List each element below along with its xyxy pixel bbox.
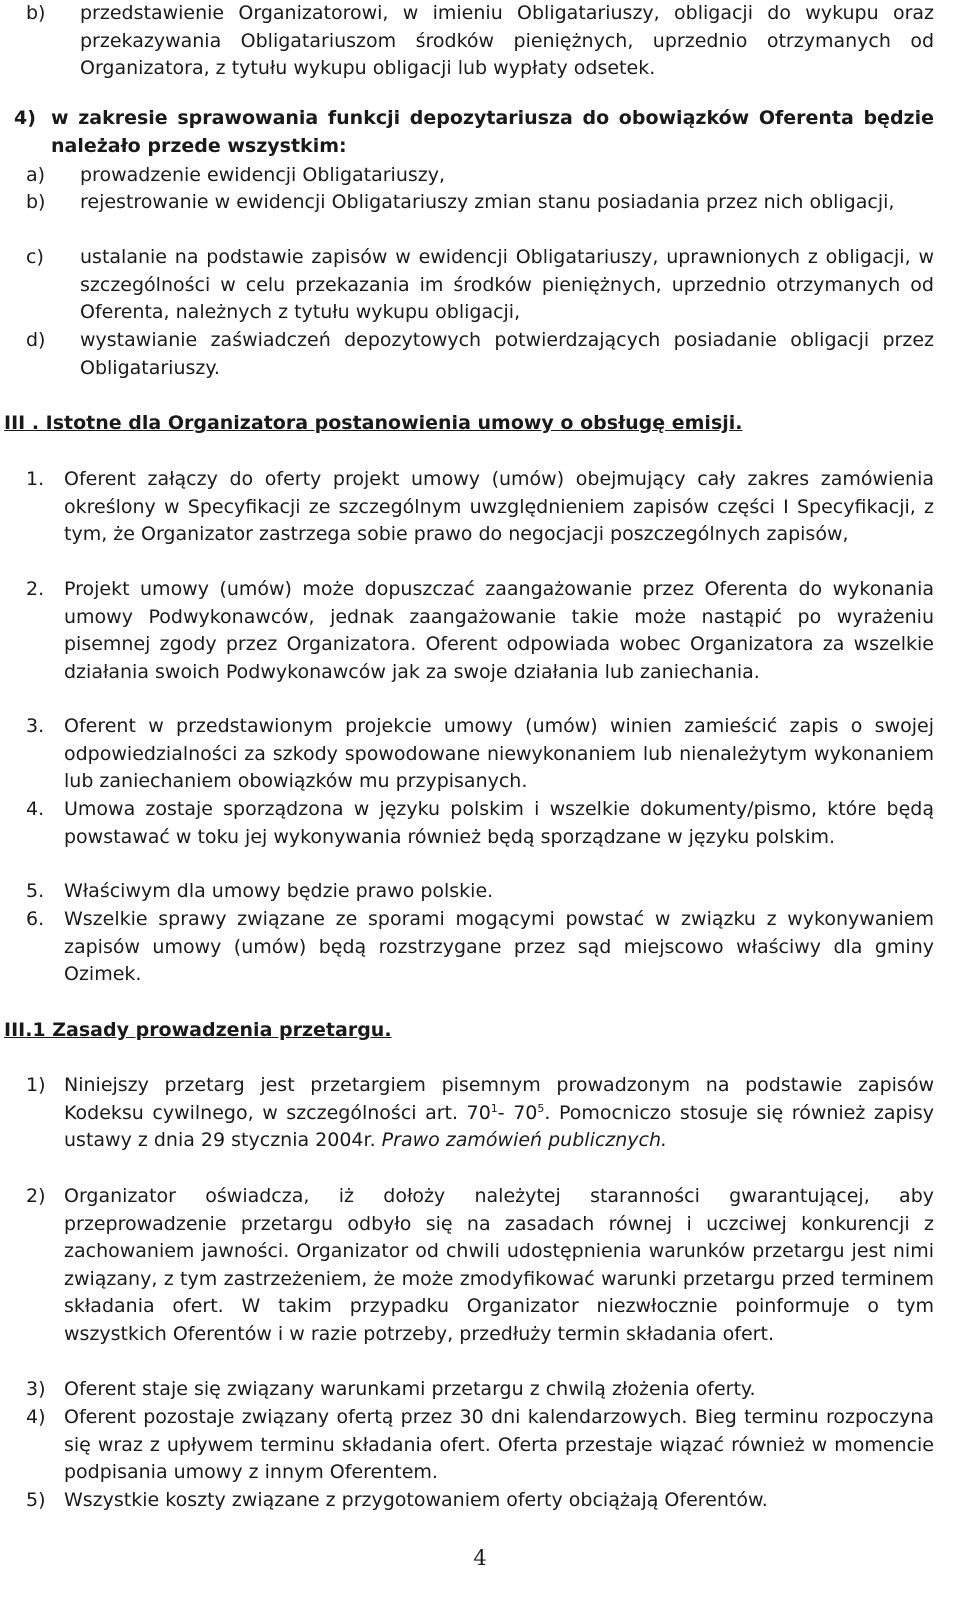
list-marker: b) (26, 2, 46, 24)
section-3-1-item-1 (26, 1072, 934, 1155)
subitem-d (26, 327, 934, 382)
italic-act-title: Prawo zamówień publicznych. (381, 1129, 668, 1151)
list-item-text: przedstawienie Organizatorowi, w imieniu Obligatariuszy, obligacji do wykupu oraz przekazywania Obligatariuszom środków pieniężnych, uprzednio otrzymanych od Organizatora, z tytułu wykupu obligacji lub wypłaty odsetek. (80, 2, 934, 79)
subitem-text: ustalanie na podstawie zapisów w ewidencji Obligatariuszy, uprawnionych z obligacji, w szczególności w celu przekazania im środków pieniężnych, uprzednio otrzymanych od Oferenta, należnych z tytułu wykupu obligacji, (80, 246, 934, 323)
subitem-text: prowadzenie ewidencji Obligatariuszy, (80, 164, 446, 186)
section-3-item-text: Wszelkie sprawy związane ze sporami mogącymi powstać w związku z wykonywaniem zapisów umowy (umów) będą rozstrzygane przez sąd miejscowo właściwy dla gminy Ozimek. (64, 908, 934, 985)
list-marker: 4) (14, 107, 36, 129)
subitem-text: wystawianie zaświadczeń depozytowych potwierdzających posiadanie obligacji przez Obligatariuszy. (80, 329, 934, 379)
subitem-c (26, 244, 934, 327)
section-3-item-3 (26, 713, 934, 796)
list-marker: 1. (26, 468, 45, 490)
section-3-item-text: Oferent w przedstawionym projekcie umowy (umów) winien zamieścić zapis o swojej odpowiedzialności za szkody spowodowane niewykonaniem lub nienależytym wykonaniem lub zaniechaniem obowiązków mu przypisanych. (64, 715, 934, 792)
list-marker: 1) (26, 1074, 46, 1096)
section-3-item-text: Projekt umowy (umów) może dopuszczać zaangażowanie przez Oferenta do wykonania umowy Podwykonawców, jednak zaangażowanie takie może nastąpić po wyrażeniu pisemnej zgody przez Organizatora. Oferent odpowiada wobec Organizatora za wszelkie działania swoich Podwykonawców jak za swoje działania lub zaniechania. (64, 578, 934, 683)
list-marker: 2) (26, 1185, 46, 1207)
text-part: . Pomocniczo stosuje się również zapisy ustawy z dnia 29 stycznia 2004r. (64, 1101, 935, 1151)
section-3-item-text: Umowa zostaje sporządzona w języku polskim i wszelkie dokumenty/pismo, które będą powstawać w toku jej wykonywania również będą sporządzane w języku polskim. (64, 798, 934, 848)
list-marker: 5) (26, 1489, 46, 1511)
section-3-item-2 (26, 576, 934, 686)
subitem-a (26, 162, 934, 190)
section-3-item-text: Właściwym dla umowy będzie prawo polskie. (64, 880, 494, 902)
superscript: 1 (490, 1101, 498, 1115)
item-4-text: w zakresie sprawowania funkcji depozytariusza do obowiązków Oferenta będzie należało przede wszystkim: (51, 107, 934, 157)
superscript: 5 (537, 1101, 545, 1115)
list-marker: 5. (26, 880, 45, 902)
page-number: 4 (473, 1546, 487, 1570)
section-3-item-6 (26, 906, 934, 989)
section-3-1-item-text: Wszystkie koszty związane z przygotowaniem oferty obciążają Oferentów. (64, 1489, 768, 1511)
list-marker: a) (26, 164, 46, 186)
section-3-1-item-2 (26, 1183, 934, 1348)
list-marker: 4. (26, 798, 45, 820)
subitem-b (26, 189, 934, 217)
section-3-1-heading: III.1 Zasady prowadzenia przetargu. (4, 1019, 392, 1041)
section-3-1-item-4 (26, 1404, 934, 1487)
section-3-1-item-text (64, 1072, 934, 1155)
list-item-b-wykup (26, 0, 934, 83)
list-marker: 3) (26, 1378, 46, 1400)
section-3-item-4 (26, 796, 934, 851)
subitem-text: rejestrowanie w ewidencji Obligatariuszy zmian stanu posiadania przez nich obligacji, (80, 191, 895, 213)
section-3-1-item-5 (26, 1487, 934, 1515)
list-marker: 6. (26, 908, 45, 930)
list-marker: d) (26, 329, 46, 351)
section-3-item-1 (26, 466, 934, 549)
item-4-depozytariusz (14, 105, 934, 160)
list-marker: 4) (26, 1406, 46, 1428)
text-part: - 70 (497, 1101, 538, 1124)
section-3-item-text: Oferent załączy do oferty projekt umowy (umów) obejmujący cały zakres zamówienia określony w Specyfikacji ze szczególnym uwzględnieniem zapisów części I Specyfikacji, z tym, że Organizator zastrzega sobie prawo do negocjacji poszczególnych zapisów, (64, 468, 934, 545)
list-marker: b) (26, 191, 46, 213)
section-3-heading: III . Istotne dla Organizatora postanowienia umowy o obsługę emisji. (4, 412, 743, 434)
text-part: Niniejszy przetarg jest przetargiem pisemnym prowadzonym na podstawie zapisów Kodeksu cywilnego, w szczególności art. 70 (64, 1074, 934, 1124)
section-3-1-item-3 (26, 1376, 934, 1404)
section-3-1-item-text: Oferent pozostaje związany ofertą przez 30 dni kalendarzowych. Bieg terminu rozpoczyna się wraz z upływem terminu składania ofert. Oferta przestaje wiązać również w momencie podpisania umowy z innym Oferentem. (64, 1406, 934, 1483)
section-3-item-5 (26, 878, 934, 906)
list-marker: c) (26, 246, 44, 268)
section-3-1-item-text: Oferent staje się związany warunkami przetargu z chwilą złożenia oferty. (64, 1378, 756, 1400)
list-marker: 2. (26, 578, 45, 600)
section-3-1-item-text: Organizator oświadcza, iż dołoży należytej staranności gwarantującej, aby przeprowadzenie przetargu odbyło się na zasadach równej i uczciwej konkurencji z zachowaniem jawności. Organizator od chwili udostępnienia warunków przetargu jest nimi związany, z tym zastrzeżeniem, że może zmodyfikować warunki przetargu przed terminem składania ofert. W takim przypadku Organizator niezwłocznie poinformuje o tym wszystkich Oferentów i w razie potrzeby, przedłuży termin składania ofert. (64, 1185, 934, 1345)
list-marker: 3. (26, 715, 45, 737)
